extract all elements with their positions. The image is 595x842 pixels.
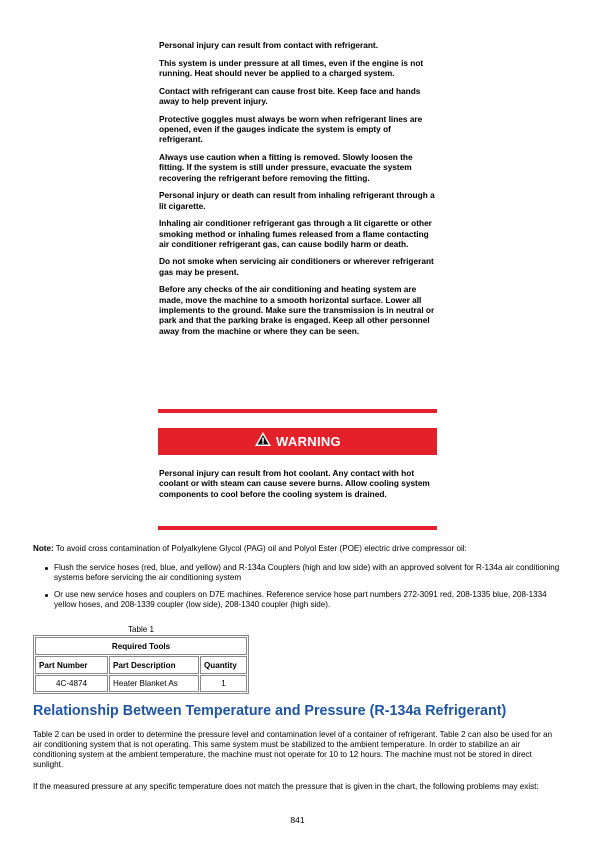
note-label: Note: xyxy=(33,544,54,553)
list-item-text: Or use new service hoses and couplers on D7E machines. Reference service hose part numbers 272-3091 red, 208-1335 blue, 208-1334 yellow hoses, and 208-1339 coupler (low side), 208-1340 coupler (high side). xyxy=(54,590,547,609)
coolant-warning-block xyxy=(159,468,437,506)
body-paragraph: Table 2 can be used in order to determine the pressure level and contamination level of a container of refrigerant. Table 2 can also be used for an air conditioning system that is not operating. This same system must be stabilized to the ambient temperature. In order to stabilize an air conditioning system at the ambient temperature, the machine must not operate for 10 to 12 hours. The machine must not be stored in direct sunlight. xyxy=(33,730,553,769)
list-item xyxy=(33,590,563,610)
warning-paragraph: Do not smoke when servicing air conditioners or wherever refrigerant gas may be present. xyxy=(159,256,434,277)
warning-triangle-icon xyxy=(254,431,272,452)
table-title: Required Tools xyxy=(35,637,247,655)
column-header: Part Description xyxy=(109,656,199,674)
warning-paragraph: Contact with refrigerant can cause frost bite. Keep face and hands away to help prevent injury. xyxy=(159,85,421,106)
warning-divider xyxy=(158,409,437,413)
coolant-warning-text: Personal injury can result from hot coolant. Any contact with hot coolant or with steam can cause severe burns. Allow cooling system components to cool before the cooling system is drained. xyxy=(159,468,430,499)
warning-banner xyxy=(158,428,437,455)
warning-paragraph: Always use caution when a fitting is removed. Slowly loosen the fitting. If the system is still under pressure, evacuate the system recovering the refrigerant before removing the fitting. xyxy=(159,151,413,183)
table-row xyxy=(35,675,247,692)
table-cell: 1 xyxy=(200,675,247,692)
warning-divider-bottom xyxy=(158,526,437,530)
section-heading: Relationship Between Temperature and Pressure (R-134a Refrigerant) xyxy=(33,703,507,719)
warning-paragraph: Personal injury or death can result from inhaling refrigerant through a lit cigarette. xyxy=(159,190,435,211)
body-paragraph: If the measured pressure at any specific temperature does not match the pressure that is given in the chart, the following problems may exist: xyxy=(33,782,539,791)
bullet-list xyxy=(33,563,563,617)
warning-paragraph: This system is under pressure at all times, even if the engine is not running. Heat should never be applied to a charged system. xyxy=(159,57,424,78)
bullet-icon xyxy=(45,567,48,570)
table-caption: Table 1 xyxy=(127,625,155,634)
warning-paragraph: Before any checks of the air conditioning and heating system are made, move the machine to a smooth horizontal surface. Lower all implements to the ground. Make sure the transmission is in neutral or park and that the parking brake is engaged. Keep all other personnel away from the machine or where they can be seen. xyxy=(159,284,435,336)
column-header: Quantity xyxy=(200,656,247,674)
warning-label: WARNING xyxy=(276,434,341,449)
warning-paragraph: Inhaling air conditioner refrigerant gas through a lit cigarette or other smoking method or inhaling fumes released from a flame contacting air conditioner refrigerant gas, can cause bodily harm or death. xyxy=(159,218,432,249)
warning-text-block xyxy=(159,40,437,343)
column-header: Part Number xyxy=(35,656,108,674)
bullet-icon xyxy=(45,594,48,597)
note-text: To avoid cross contamination of Polyalkylene Glycol (PAG) oil and Polyol Ester (POE) electric drive compressor oil: xyxy=(55,544,467,553)
table-cell: 4C-4874 xyxy=(35,675,108,692)
required-tools-table xyxy=(33,635,249,694)
list-item-text: Flush the service hoses (red, blue, and yellow) and R-134a Couplers (high and low side) with an approved solvent for R-134a air conditioning systems before servicing the air conditioning system xyxy=(54,563,560,582)
warning-paragraph: Personal injury can result from contact with refrigerant. xyxy=(159,40,378,50)
table-cell: Heater Blanket As xyxy=(109,675,199,692)
warning-paragraph: Protective goggles must always be worn when refrigerant lines are opened, even if the gauges indicate the system is empty of refrigerant. xyxy=(159,113,423,145)
note xyxy=(33,544,563,554)
page-number: 841 xyxy=(290,815,305,825)
list-item xyxy=(33,563,563,583)
